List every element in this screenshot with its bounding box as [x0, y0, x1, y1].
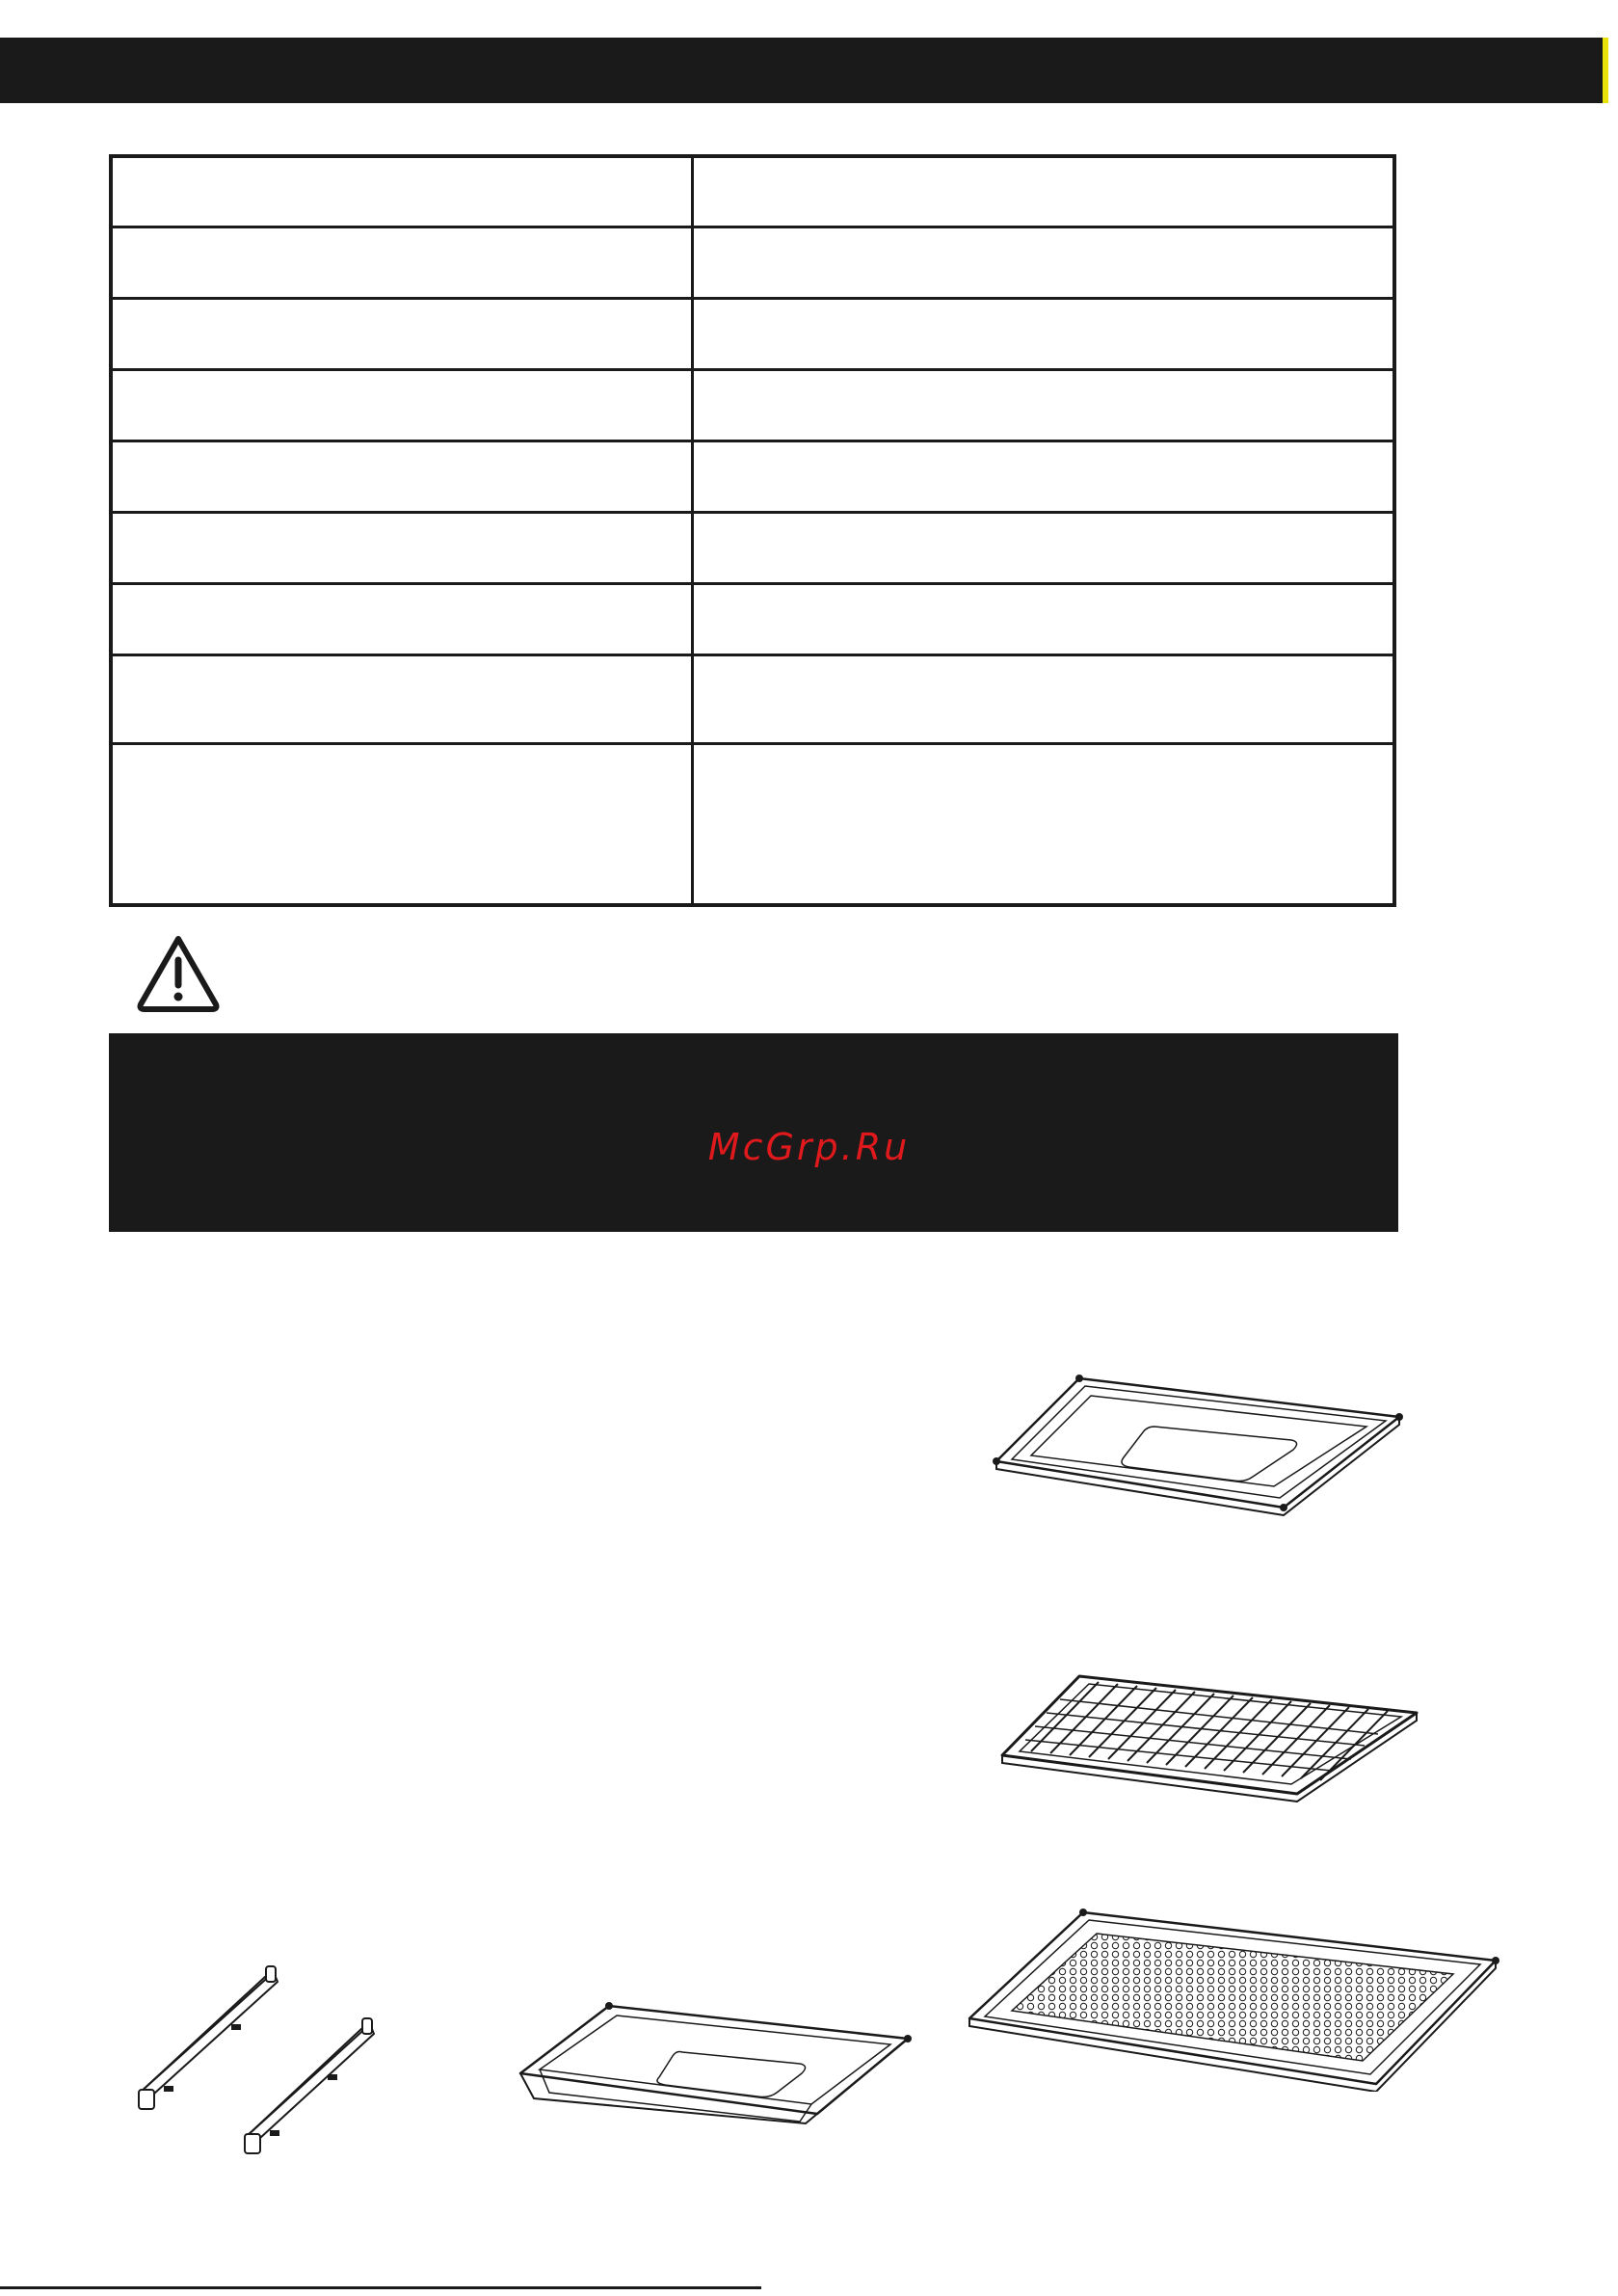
spec-row-5-label	[113, 442, 694, 514]
warning-triangle-icon	[135, 933, 222, 1014]
telescopic-rails-image	[139, 1966, 374, 2153]
spec-row-8-value	[694, 656, 1393, 745]
spec-row-5-value	[694, 442, 1393, 514]
shallow-baking-tray-image	[983, 1367, 1407, 1516]
spec-row-7-value	[694, 585, 1393, 656]
spec-row-1-value	[694, 158, 1393, 228]
spec-row-4-label	[113, 371, 694, 442]
spec-row-3-label	[113, 300, 694, 371]
spec-table	[109, 154, 1396, 907]
spec-row-6-label	[113, 514, 694, 585]
spec-row-7-label	[113, 585, 694, 656]
spec-row-3-value	[694, 300, 1393, 371]
header-bar	[0, 38, 1608, 103]
bottom-rule	[0, 2286, 761, 2289]
perforated-baking-tray-image	[962, 1907, 1501, 2092]
spec-row-1-label	[113, 158, 694, 228]
spec-row-9-label	[113, 745, 694, 903]
deep-baking-tray-image	[511, 2000, 915, 2125]
wire-grill-rack-image	[1002, 1676, 1417, 1802]
spec-row-4-value	[694, 371, 1393, 442]
spec-row-6-value	[694, 514, 1393, 585]
spec-row-2-value	[694, 228, 1393, 300]
watermark: McGrp.Ru	[707, 1126, 911, 1168]
spec-row-9-value	[694, 745, 1393, 903]
spec-row-2-label	[113, 228, 694, 300]
spec-row-8-label	[113, 656, 694, 745]
